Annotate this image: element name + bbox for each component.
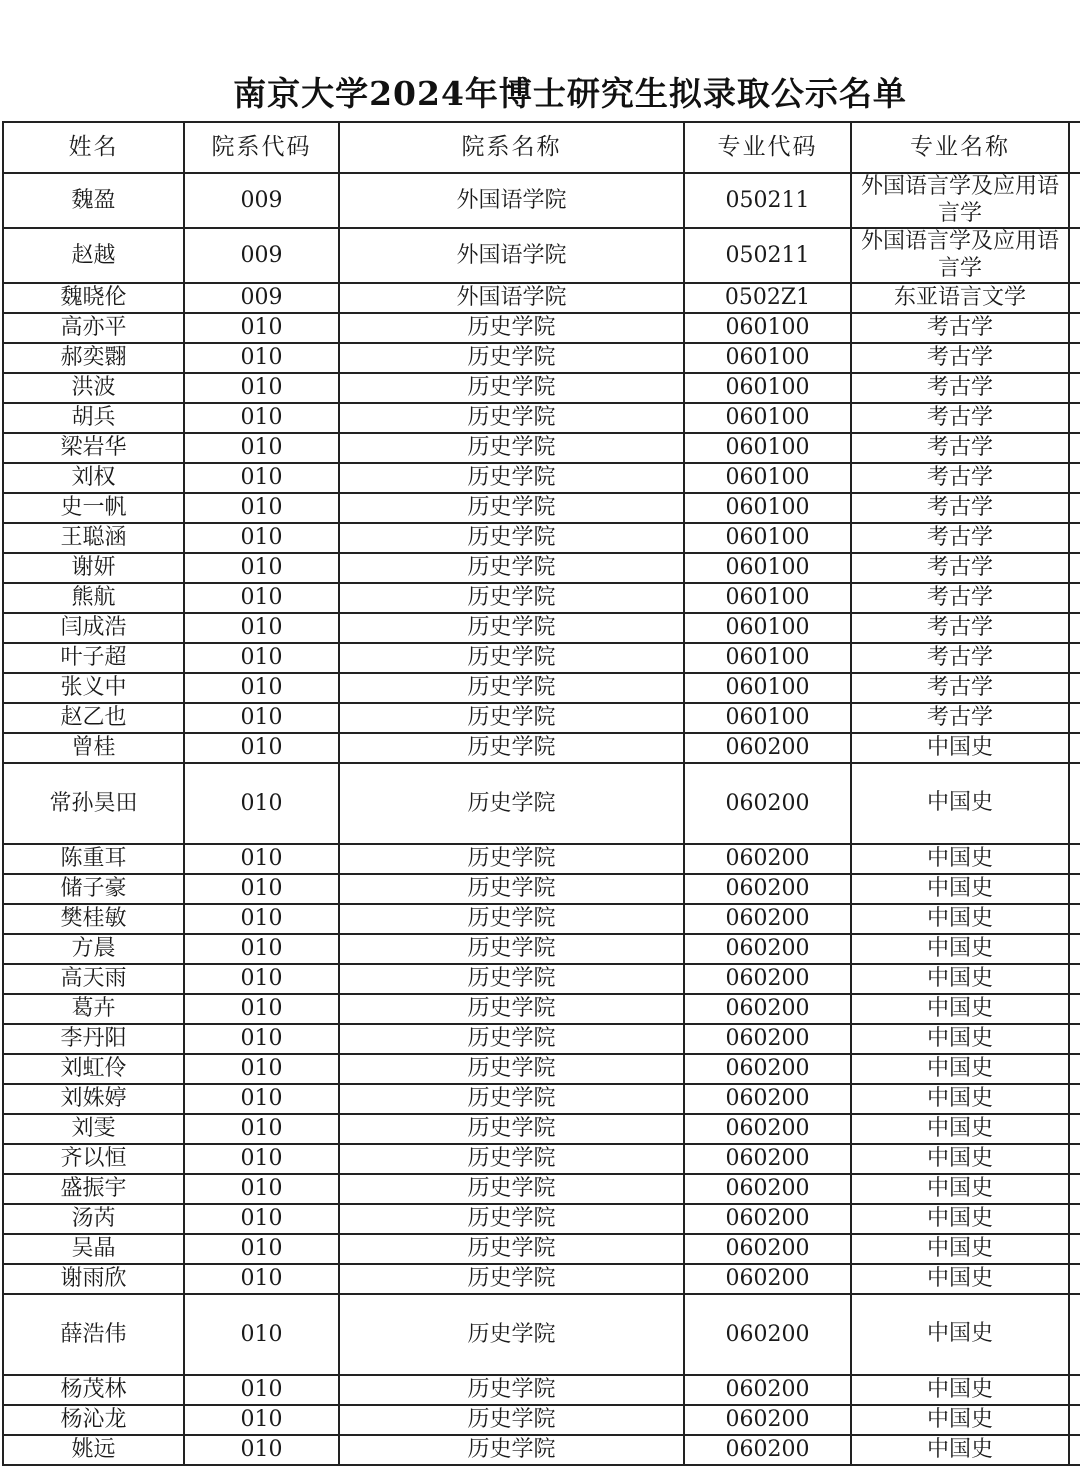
cell-extra — [1069, 283, 1080, 313]
cell-dept-code: 010 — [184, 463, 339, 493]
cell-major-code: 060100 — [684, 553, 851, 583]
cell-name: 储子豪 — [3, 874, 184, 904]
table-row — [3, 583, 1080, 613]
cell-name: 曾桂 — [3, 733, 184, 763]
table-row — [3, 373, 1080, 403]
cell-dept-name: 历史学院 — [339, 553, 684, 583]
cell-major-name: 中国史 — [851, 844, 1069, 874]
cell-major-name: 考古学 — [851, 613, 1069, 643]
cell-name: 赵乙也 — [3, 703, 184, 733]
cell-major-code: 0502Z1 — [684, 283, 851, 313]
cell-major-name: 中国史 — [851, 994, 1069, 1024]
table-row — [3, 173, 1080, 228]
cell-major-code: 060200 — [684, 1234, 851, 1264]
cell-dept-code: 010 — [184, 343, 339, 373]
cell-major-code: 060100 — [684, 313, 851, 343]
cell-major-name: 中国史 — [851, 1114, 1069, 1144]
cell-extra — [1069, 1294, 1080, 1375]
cell-major-code: 060200 — [684, 1375, 851, 1405]
cell-name: 齐以恒 — [3, 1144, 184, 1174]
cell-dept-name: 历史学院 — [339, 1264, 684, 1294]
cell-major-name: 中国史 — [851, 964, 1069, 994]
cell-extra — [1069, 1024, 1080, 1054]
cell-major-name: 考古学 — [851, 403, 1069, 433]
cell-major-name: 中国史 — [851, 904, 1069, 934]
cell-name: 熊航 — [3, 583, 184, 613]
cell-name: 王聪涵 — [3, 523, 184, 553]
cell-major-code: 060100 — [684, 673, 851, 703]
cell-dept-code: 010 — [184, 934, 339, 964]
table-row — [3, 343, 1080, 373]
cell-major-name: 考古学 — [851, 553, 1069, 583]
cell-major-name: 考古学 — [851, 673, 1069, 703]
cell-dept-name: 历史学院 — [339, 433, 684, 463]
cell-name: 史一帆 — [3, 493, 184, 523]
table-row — [3, 763, 1080, 844]
cell-dept-name: 外国语学院 — [339, 228, 684, 283]
cell-extra — [1069, 343, 1080, 373]
cell-extra — [1069, 403, 1080, 433]
cell-major-code: 060100 — [684, 493, 851, 523]
header-major-code: 专业代码 — [684, 122, 851, 173]
cell-name: 李丹阳 — [3, 1024, 184, 1054]
cell-major-code: 060100 — [684, 703, 851, 733]
cell-major-name: 中国史 — [851, 1264, 1069, 1294]
cell-dept-code: 009 — [184, 228, 339, 283]
cell-major-name: 中国史 — [851, 733, 1069, 763]
table-row — [3, 313, 1080, 343]
cell-major-name: 考古学 — [851, 523, 1069, 553]
cell-extra — [1069, 733, 1080, 763]
cell-dept-code: 010 — [184, 313, 339, 343]
cell-dept-name: 历史学院 — [339, 934, 684, 964]
cell-major-name: 中国史 — [851, 934, 1069, 964]
cell-major-code: 060200 — [684, 1204, 851, 1234]
cell-dept-code: 010 — [184, 1234, 339, 1264]
cell-dept-name: 历史学院 — [339, 643, 684, 673]
cell-major-name: 中国史 — [851, 1234, 1069, 1264]
cell-major-code: 060200 — [684, 1054, 851, 1084]
cell-major-code: 060200 — [684, 1294, 851, 1375]
cell-dept-code: 010 — [184, 523, 339, 553]
cell-dept-name: 历史学院 — [339, 1375, 684, 1405]
table-row — [3, 228, 1080, 283]
cell-extra — [1069, 313, 1080, 343]
cell-name: 吴晶 — [3, 1234, 184, 1264]
cell-dept-name: 历史学院 — [339, 1114, 684, 1144]
cell-major-name: 考古学 — [851, 373, 1069, 403]
cell-major-name: 外国语言学及应用语言学 — [851, 228, 1069, 283]
table-row — [3, 1024, 1080, 1054]
cell-dept-code: 009 — [184, 283, 339, 313]
cell-extra — [1069, 523, 1080, 553]
cell-dept-code: 010 — [184, 994, 339, 1024]
table-row — [3, 1375, 1080, 1405]
cell-dept-name: 历史学院 — [339, 313, 684, 343]
header-major-name: 专业名称 — [851, 122, 1069, 173]
cell-dept-code: 010 — [184, 874, 339, 904]
cell-major-name: 考古学 — [851, 433, 1069, 463]
header-name: 姓名 — [3, 122, 184, 173]
cell-name: 闫成浩 — [3, 613, 184, 643]
cell-major-code: 060100 — [684, 463, 851, 493]
cell-dept-name: 历史学院 — [339, 523, 684, 553]
table-body — [3, 173, 1080, 1465]
table-row — [3, 1054, 1080, 1084]
cell-major-code: 060200 — [684, 733, 851, 763]
cell-extra — [1069, 1054, 1080, 1084]
table-row — [3, 1435, 1080, 1465]
table-row — [3, 403, 1080, 433]
cell-major-name: 中国史 — [851, 1054, 1069, 1084]
cell-dept-code: 010 — [184, 1204, 339, 1234]
cell-major-code: 060200 — [684, 904, 851, 934]
cell-extra — [1069, 904, 1080, 934]
cell-extra — [1069, 1234, 1080, 1264]
cell-major-name: 考古学 — [851, 343, 1069, 373]
cell-name: 方晨 — [3, 934, 184, 964]
table-row — [3, 904, 1080, 934]
cell-major-code: 060200 — [684, 994, 851, 1024]
cell-name: 盛振宇 — [3, 1174, 184, 1204]
cell-dept-name: 历史学院 — [339, 1234, 684, 1264]
cell-extra — [1069, 1084, 1080, 1114]
table-row — [3, 703, 1080, 733]
cell-dept-name: 历史学院 — [339, 373, 684, 403]
table-row — [3, 1084, 1080, 1114]
cell-dept-name: 历史学院 — [339, 1204, 684, 1234]
cell-major-code: 060100 — [684, 583, 851, 613]
cell-extra — [1069, 1204, 1080, 1234]
cell-dept-code: 010 — [184, 844, 339, 874]
cell-dept-name: 历史学院 — [339, 583, 684, 613]
cell-major-name: 中国史 — [851, 1435, 1069, 1465]
cell-major-code: 060200 — [684, 1405, 851, 1435]
table-row — [3, 1144, 1080, 1174]
cell-extra — [1069, 583, 1080, 613]
cell-dept-name: 历史学院 — [339, 463, 684, 493]
cell-dept-code: 010 — [184, 1024, 339, 1054]
cell-dept-code: 010 — [184, 703, 339, 733]
header-dept-name: 院系名称 — [339, 122, 684, 173]
cell-dept-name: 历史学院 — [339, 1054, 684, 1084]
cell-name: 高天雨 — [3, 964, 184, 994]
cell-major-code: 060100 — [684, 433, 851, 463]
cell-name: 葛卉 — [3, 994, 184, 1024]
cell-dept-code: 010 — [184, 1084, 339, 1114]
cell-major-code: 060100 — [684, 613, 851, 643]
cell-major-name: 中国史 — [851, 1024, 1069, 1054]
cell-major-code: 060100 — [684, 643, 851, 673]
cell-name: 刘雯 — [3, 1114, 184, 1144]
cell-major-name: 中国史 — [851, 1174, 1069, 1204]
cell-major-code: 050211 — [684, 228, 851, 283]
cell-major-code: 060200 — [684, 763, 851, 844]
cell-name: 叶子超 — [3, 643, 184, 673]
table-row — [3, 994, 1080, 1024]
cell-major-code: 060200 — [684, 1174, 851, 1204]
table-row — [3, 844, 1080, 874]
cell-extra — [1069, 493, 1080, 523]
cell-extra — [1069, 1435, 1080, 1465]
cell-name: 魏盈 — [3, 173, 184, 228]
cell-major-name: 考古学 — [851, 703, 1069, 733]
table-row — [3, 1114, 1080, 1144]
table-row — [3, 1405, 1080, 1435]
cell-name: 刘姝婷 — [3, 1084, 184, 1114]
table-row — [3, 643, 1080, 673]
cell-dept-name: 历史学院 — [339, 994, 684, 1024]
cell-major-code: 060200 — [684, 874, 851, 904]
cell-name: 魏晓伦 — [3, 283, 184, 313]
cell-name: 汤芮 — [3, 1204, 184, 1234]
cell-dept-code: 010 — [184, 1174, 339, 1204]
cell-dept-name: 历史学院 — [339, 703, 684, 733]
cell-dept-code: 010 — [184, 904, 339, 934]
cell-dept-name: 历史学院 — [339, 403, 684, 433]
cell-name: 陈重耳 — [3, 844, 184, 874]
cell-major-name: 外国语言学及应用语言学 — [851, 173, 1069, 228]
table-row — [3, 1294, 1080, 1375]
cell-dept-code: 010 — [184, 763, 339, 844]
cell-extra — [1069, 964, 1080, 994]
table-row — [3, 1264, 1080, 1294]
cell-dept-code: 010 — [184, 964, 339, 994]
cell-dept-code: 010 — [184, 1435, 339, 1465]
cell-extra — [1069, 373, 1080, 403]
cell-major-code: 060200 — [684, 1435, 851, 1465]
cell-name: 杨茂林 — [3, 1375, 184, 1405]
cell-dept-name: 历史学院 — [339, 904, 684, 934]
cell-dept-name: 历史学院 — [339, 964, 684, 994]
cell-dept-code: 010 — [184, 1294, 339, 1375]
cell-dept-code: 010 — [184, 643, 339, 673]
cell-extra — [1069, 703, 1080, 733]
cell-dept-code: 010 — [184, 583, 339, 613]
header-extra — [1069, 122, 1080, 173]
cell-dept-name: 历史学院 — [339, 733, 684, 763]
cell-extra — [1069, 1264, 1080, 1294]
cell-dept-name: 历史学院 — [339, 1174, 684, 1204]
cell-name: 胡兵 — [3, 403, 184, 433]
cell-major-name: 中国史 — [851, 763, 1069, 844]
cell-dept-code: 010 — [184, 373, 339, 403]
table-row — [3, 283, 1080, 313]
cell-dept-name: 历史学院 — [339, 613, 684, 643]
cell-dept-name: 历史学院 — [339, 1294, 684, 1375]
cell-dept-code: 010 — [184, 1375, 339, 1405]
cell-extra — [1069, 613, 1080, 643]
cell-dept-name: 历史学院 — [339, 1144, 684, 1174]
cell-major-code: 060200 — [684, 1144, 851, 1174]
cell-dept-code: 010 — [184, 1264, 339, 1294]
cell-major-name: 考古学 — [851, 463, 1069, 493]
cell-major-code: 060100 — [684, 523, 851, 553]
cell-major-name: 中国史 — [851, 1144, 1069, 1174]
table-header-row — [3, 122, 1080, 173]
cell-extra — [1069, 173, 1080, 228]
cell-extra — [1069, 673, 1080, 703]
cell-dept-name: 历史学院 — [339, 1405, 684, 1435]
cell-dept-code: 010 — [184, 553, 339, 583]
cell-extra — [1069, 1405, 1080, 1435]
table-row — [3, 874, 1080, 904]
cell-major-code: 060200 — [684, 844, 851, 874]
cell-major-name: 中国史 — [851, 1294, 1069, 1375]
cell-extra — [1069, 934, 1080, 964]
cell-dept-name: 历史学院 — [339, 1024, 684, 1054]
table-row — [3, 1234, 1080, 1264]
cell-extra — [1069, 228, 1080, 283]
cell-name: 张义中 — [3, 673, 184, 703]
table-row — [3, 964, 1080, 994]
table-row — [3, 733, 1080, 763]
cell-dept-name: 历史学院 — [339, 493, 684, 523]
cell-name: 赵越 — [3, 228, 184, 283]
cell-major-name: 考古学 — [851, 583, 1069, 613]
cell-major-code: 060100 — [684, 343, 851, 373]
cell-major-code: 060200 — [684, 1024, 851, 1054]
cell-extra — [1069, 1144, 1080, 1174]
cell-name: 洪波 — [3, 373, 184, 403]
cell-major-name: 中国史 — [851, 1405, 1069, 1435]
cell-extra — [1069, 1114, 1080, 1144]
cell-major-code: 060200 — [684, 934, 851, 964]
cell-dept-code: 010 — [184, 613, 339, 643]
cell-major-name: 中国史 — [851, 1375, 1069, 1405]
page-title: 南京大学2024年博士研究生拟录取公示名单 — [233, 74, 907, 113]
cell-name: 杨沁龙 — [3, 1405, 184, 1435]
cell-name: 谢妍 — [3, 553, 184, 583]
cell-dept-code: 010 — [184, 1114, 339, 1144]
table-row — [3, 1174, 1080, 1204]
cell-dept-code: 010 — [184, 673, 339, 703]
cell-dept-name: 历史学院 — [339, 874, 684, 904]
cell-major-name: 中国史 — [851, 1204, 1069, 1234]
cell-dept-name: 历史学院 — [339, 343, 684, 373]
table-row — [3, 673, 1080, 703]
cell-major-code: 060100 — [684, 403, 851, 433]
cell-dept-code: 010 — [184, 733, 339, 763]
cell-extra — [1069, 553, 1080, 583]
cell-major-name: 中国史 — [851, 874, 1069, 904]
cell-extra — [1069, 1375, 1080, 1405]
cell-extra — [1069, 433, 1080, 463]
cell-name: 谢雨欣 — [3, 1264, 184, 1294]
cell-name: 刘虹伶 — [3, 1054, 184, 1084]
cell-extra — [1069, 763, 1080, 844]
cell-dept-name: 历史学院 — [339, 673, 684, 703]
cell-name: 郝奕翾 — [3, 343, 184, 373]
cell-extra — [1069, 1174, 1080, 1204]
table-row — [3, 934, 1080, 964]
cell-name: 姚远 — [3, 1435, 184, 1465]
cell-dept-name: 历史学院 — [339, 1435, 684, 1465]
table-row — [3, 1204, 1080, 1234]
cell-extra — [1069, 844, 1080, 874]
cell-name: 樊桂敏 — [3, 904, 184, 934]
cell-major-code: 060200 — [684, 1084, 851, 1114]
header-dept-code: 院系代码 — [184, 122, 339, 173]
cell-name: 高亦平 — [3, 313, 184, 343]
table-row — [3, 613, 1080, 643]
cell-dept-code: 010 — [184, 403, 339, 433]
cell-major-code: 060100 — [684, 373, 851, 403]
cell-dept-code: 009 — [184, 173, 339, 228]
cell-extra — [1069, 874, 1080, 904]
cell-dept-code: 010 — [184, 433, 339, 463]
cell-dept-name: 外国语学院 — [339, 283, 684, 313]
cell-dept-name: 历史学院 — [339, 844, 684, 874]
cell-major-code: 060200 — [684, 1264, 851, 1294]
cell-dept-name: 历史学院 — [339, 763, 684, 844]
cell-name: 常孙昊田 — [3, 763, 184, 844]
cell-name: 刘权 — [3, 463, 184, 493]
cell-dept-code: 010 — [184, 1054, 339, 1084]
cell-major-name: 考古学 — [851, 643, 1069, 673]
cell-dept-code: 010 — [184, 1405, 339, 1435]
cell-major-code: 060200 — [684, 1114, 851, 1144]
table-row — [3, 433, 1080, 463]
cell-major-name: 考古学 — [851, 493, 1069, 523]
cell-dept-name: 外国语学院 — [339, 173, 684, 228]
cell-major-name: 考古学 — [851, 313, 1069, 343]
cell-extra — [1069, 994, 1080, 1024]
cell-name: 梁岩华 — [3, 433, 184, 463]
cell-dept-code: 010 — [184, 493, 339, 523]
table-row — [3, 523, 1080, 553]
cell-major-code: 060200 — [684, 964, 851, 994]
cell-extra — [1069, 643, 1080, 673]
cell-major-code: 050211 — [684, 173, 851, 228]
table-row — [3, 493, 1080, 523]
cell-extra — [1069, 463, 1080, 493]
cell-dept-code: 010 — [184, 1144, 339, 1174]
cell-major-name: 中国史 — [851, 1084, 1069, 1114]
table-row — [3, 553, 1080, 583]
table-row — [3, 463, 1080, 493]
cell-major-name: 东亚语言文学 — [851, 283, 1069, 313]
admission-table — [2, 121, 1080, 1466]
cell-dept-name: 历史学院 — [339, 1084, 684, 1114]
cell-name: 薛浩伟 — [3, 1294, 184, 1375]
